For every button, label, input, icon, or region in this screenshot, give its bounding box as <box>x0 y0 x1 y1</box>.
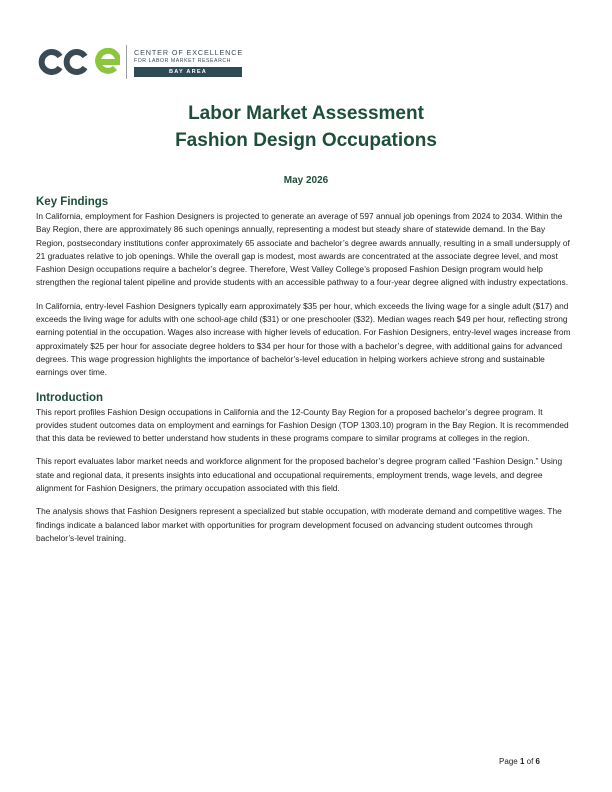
page-current: 1 <box>519 757 525 766</box>
section-introduction <box>36 390 576 546</box>
logo-org-name: CENTER OF EXCELLENCE <box>134 47 244 57</box>
title-line-1: Labor Market Assessment <box>188 103 424 124</box>
page-of-label: of <box>526 757 534 766</box>
logo-region-badge: BAY AREA <box>134 67 242 77</box>
document-date: May 2026 <box>283 175 329 186</box>
paragraph: In California, employment for Fashion Designers is projected to generate an average of 597 annual job openings from 2024 to 2034. Within the Bay Region, there are approximately 86 such openings annually, representing a modest but steady share of statewide demand. In the Bay Region, postsecondary institutions confer approximately 65 associate and bachelor’s degree awards annually, resulting in a small undersupply of 21 graduates relative to job openings. While the overall gap is modest, most awards are concentrated at the associate degree level, and most Fashion Design occupations require a bachelor’s degree. Therefore, West Valley College’s proposed Fashion Design program would help strengthen the regional talent pipeline and provide students with an accessible pathway to a four-year degree aligned with industry expectations. <box>36 211 570 288</box>
document-body <box>36 194 576 555</box>
coe-logo <box>38 42 243 82</box>
page-label: Page <box>499 757 518 766</box>
title-line-2: Fashion Design Occupations <box>175 130 437 151</box>
logo-text <box>134 48 243 77</box>
section-heading: Key Findings <box>36 196 109 208</box>
logo-org-subtitle: FOR LABOR MARKET RESEARCH <box>134 57 231 64</box>
paragraph: This report profiles Fashion Design occupations in California and the 12-County Bay Region for a proposed bachelor’s degree program. It provides student outcomes data on employment and earnings for Fashion Design (TOP 1303.10) program in the Bay Region. It is recommended that this data be reviewed to better understand how students in these programs compare to similar programs at colleges in the region. <box>36 406 569 444</box>
paragraph: In California, entry-level Fashion Designers typically earn approximately $35 per hour, which exceeds the living wage for a single adult ($17) and exceeds the living wage for adults with one school-age child ($31) or one preschooler ($32). Median wages reach $49 per hour, reflecting strong earning potential in the occupation. Wages also increase with higher levels of education. For Fashion Designers, entry-level wages increase from approximately $25 per hour for associate degree holders to $34 per hour for those with a bachelor’s degree, with additional gains for advanced degrees. This wage progression highlights the importance of bachelor’s-level education in helping workers achieve strong and sustainable earnings over time. <box>36 300 571 378</box>
document-title <box>0 100 612 154</box>
paragraph: This report evaluates labor market needs and workforce alignment for the proposed bachelor’s degree program called “Fashion Design.” Using state and regional data, it presents insights into educational and occupational requirements, employment trends, wage levels, and degree alignment for Fashion Designers, the primary occupation associated with this field. <box>36 456 563 494</box>
section-heading: Introduction <box>36 391 104 404</box>
page-number <box>499 757 540 766</box>
coe-logo-mark-icon <box>38 48 120 76</box>
paragraph: The analysis shows that Fashion Designers represent a specialized but stable occupation, with moderate demand and competitive wages. The findings indicate a balanced labor market with opportunities for program development focused on advancing student outcomes through bachelor’s-level training. <box>36 506 562 543</box>
section-key-findings <box>36 194 576 380</box>
page-total: 6 <box>535 757 540 766</box>
logo-divider <box>126 45 127 79</box>
